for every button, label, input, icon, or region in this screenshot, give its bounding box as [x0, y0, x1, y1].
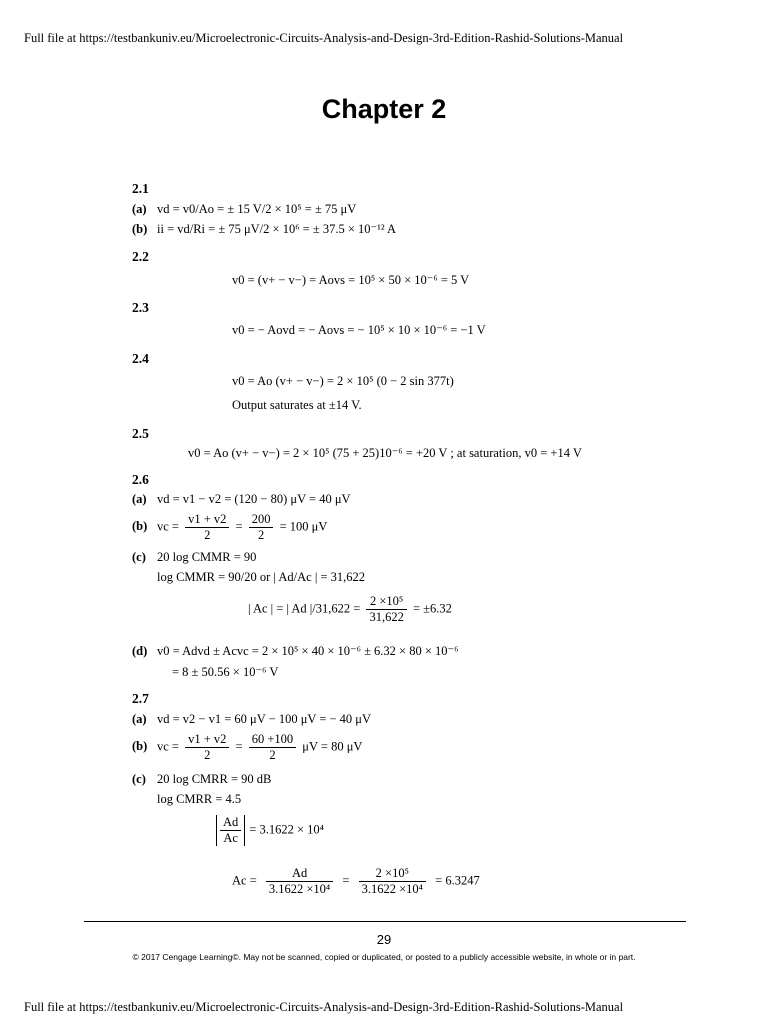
fraction — [185, 732, 229, 763]
numerator: v1 + v2 — [185, 732, 229, 748]
problem-2-6-c-line1 — [132, 550, 256, 565]
page-number: 29 — [376, 932, 392, 947]
equation: vd = v2 − v1 = 60 μV − 100 μV = − 40 μV — [157, 712, 372, 726]
problem-2-4-note: Output saturates at ±14 V. — [232, 398, 362, 412]
numerator: 60 +100 — [249, 732, 296, 748]
problem-2-4-equation: v0 = Ao (v+ − v−) = 2 × 10⁵ (0 − 2 sin 377t) — [232, 374, 454, 388]
equation: 20 log CMRR = 90 dB — [157, 772, 272, 786]
part-label: (d) — [132, 644, 148, 658]
numerator: 2 ×10⁵ — [366, 594, 406, 610]
denominator: 2 — [269, 748, 276, 762]
copyright-notice: © 2017 Cengage Learning©. May not be scanned, copied or duplicated, or posted to a publicly accessible website, in whole or in part. — [132, 952, 636, 962]
numerator: 2 ×10⁵ — [359, 866, 426, 882]
denominator: 2 — [257, 528, 265, 542]
problem-2-1-a — [132, 202, 356, 217]
problem-2-2-number: 2.2 — [132, 249, 149, 264]
problem-2-1-b — [132, 221, 396, 237]
problem-2-6-b — [132, 512, 327, 543]
header-url[interactable]: Full file at https://testbankuniv.eu/Microelectronic-Circuits-Analysis-and-Design-3rd-Edition-Rashid-Solutions-Manual — [24, 31, 624, 45]
problem-2-3-equation: v0 = − Aovd = − Aovs = − 10⁵ × 10 × 10⁻⁶ = −1 V — [232, 323, 486, 337]
denominator: 3.1622 ×10⁴ — [361, 882, 424, 896]
fraction — [249, 732, 296, 763]
numerator: v1 + v2 — [185, 512, 229, 528]
problem-2-7-c-line1 — [132, 772, 271, 787]
equation-result: = 100 μV — [279, 519, 328, 534]
fraction — [220, 815, 241, 846]
problem-2-2-equation: v0 = (v+ − v−) = Aovs = 10⁵ × 50 × 10⁻⁶ = 5 V — [232, 273, 470, 287]
problem-2-6-d-line1 — [132, 643, 458, 659]
fraction — [185, 512, 229, 543]
denominator: 2 — [204, 748, 211, 762]
problem-2-5-number: 2.5 — [132, 426, 149, 441]
absolute-value — [216, 815, 245, 846]
problem-2-7-a — [132, 712, 371, 727]
equation: ii = vd/Ri = ± 75 μV/2 × 10⁶ = ± 37.5 × 10⁻¹² A — [157, 222, 397, 236]
denominator: Ac — [223, 831, 238, 845]
denominator: 2 — [204, 528, 211, 542]
problem-2-7-ratio-equation — [216, 815, 324, 846]
problem-2-3-number: 2.3 — [132, 300, 149, 315]
equation: 20 log CMMR = 90 — [157, 550, 257, 564]
part-label: (b) — [132, 739, 148, 754]
denominator: 3.1622 ×10⁴ — [268, 882, 331, 896]
equation-result: = 3.1622 × 10⁴ — [249, 822, 324, 837]
part-label: (a) — [132, 202, 147, 216]
numerator: Ad — [220, 815, 241, 831]
problem-2-6-c-line2: log CMMR = 90/20 or | Ad/Ac | = 31,622 — [157, 570, 366, 584]
part-label: (c) — [132, 772, 146, 786]
fraction — [366, 594, 406, 625]
equals-sign: = — [235, 739, 243, 754]
part-label: (a) — [132, 492, 147, 506]
equation-result: = ±6.32 — [412, 601, 452, 616]
fraction — [266, 866, 333, 897]
problem-2-6-number: 2.6 — [132, 472, 149, 487]
problem-2-4-number: 2.4 — [132, 351, 149, 366]
numerator: 200 — [249, 512, 274, 528]
problem-2-5-equation: v0 = Ao (v+ − v−) = 2 × 10⁵ (75 + 25)10⁻⁶ = +20 V ; at saturation, v0 = +14 V — [188, 446, 582, 460]
equation: vd = v0/Ao = ± 15 V/2 × 10⁵ = ± 75 μV — [157, 202, 357, 216]
problem-2-7-ac-equation — [232, 866, 480, 897]
equation-result: μV = 80 μV — [302, 739, 363, 754]
equals-sign: = — [235, 519, 243, 534]
equation-lhs: vc = — [157, 519, 179, 534]
part-label: (c) — [132, 550, 146, 564]
fraction — [359, 866, 426, 897]
problem-2-6-c-equation — [248, 594, 452, 625]
numerator: Ad — [266, 866, 333, 882]
fraction — [249, 512, 274, 543]
problem-2-7-b — [132, 732, 362, 763]
equation-lhs: vc = — [157, 739, 179, 754]
denominator: 31,622 — [369, 610, 404, 624]
problem-2-1-number: 2.1 — [132, 181, 149, 196]
part-label: (b) — [132, 222, 148, 236]
problem-2-7-number: 2.7 — [132, 691, 149, 706]
problem-2-6-d-line2: = 8 ± 50.56 × 10⁻⁶ V — [172, 665, 279, 679]
footer-url[interactable]: Full file at https://testbankuniv.eu/Microelectronic-Circuits-Analysis-and-Design-3rd-Edition-Rashid-Solutions-Manual — [24, 1000, 624, 1014]
equation: v0 = Advd ± Acvc = 2 × 10⁵ × 40 × 10⁻⁶ ± 6.32 × 80 × 10⁻⁶ — [157, 644, 459, 658]
part-label: (a) — [132, 712, 147, 726]
equation-result: = 6.3247 — [435, 873, 480, 888]
problem-2-6-a — [132, 492, 351, 507]
equation-lhs: | Ac | = | Ad |/31,622 = — [248, 601, 361, 616]
equation-lhs: Ac = — [232, 873, 257, 888]
footer-divider — [84, 921, 686, 922]
part-label: (b) — [132, 519, 148, 534]
chapter-title: Chapter 2 — [321, 94, 447, 124]
equals-sign: = — [342, 873, 350, 888]
problem-2-7-c-line2: log CMRR = 4.5 — [157, 792, 242, 806]
equation: vd = v1 − v2 = (120 − 80) μV = 40 μV — [157, 492, 351, 506]
